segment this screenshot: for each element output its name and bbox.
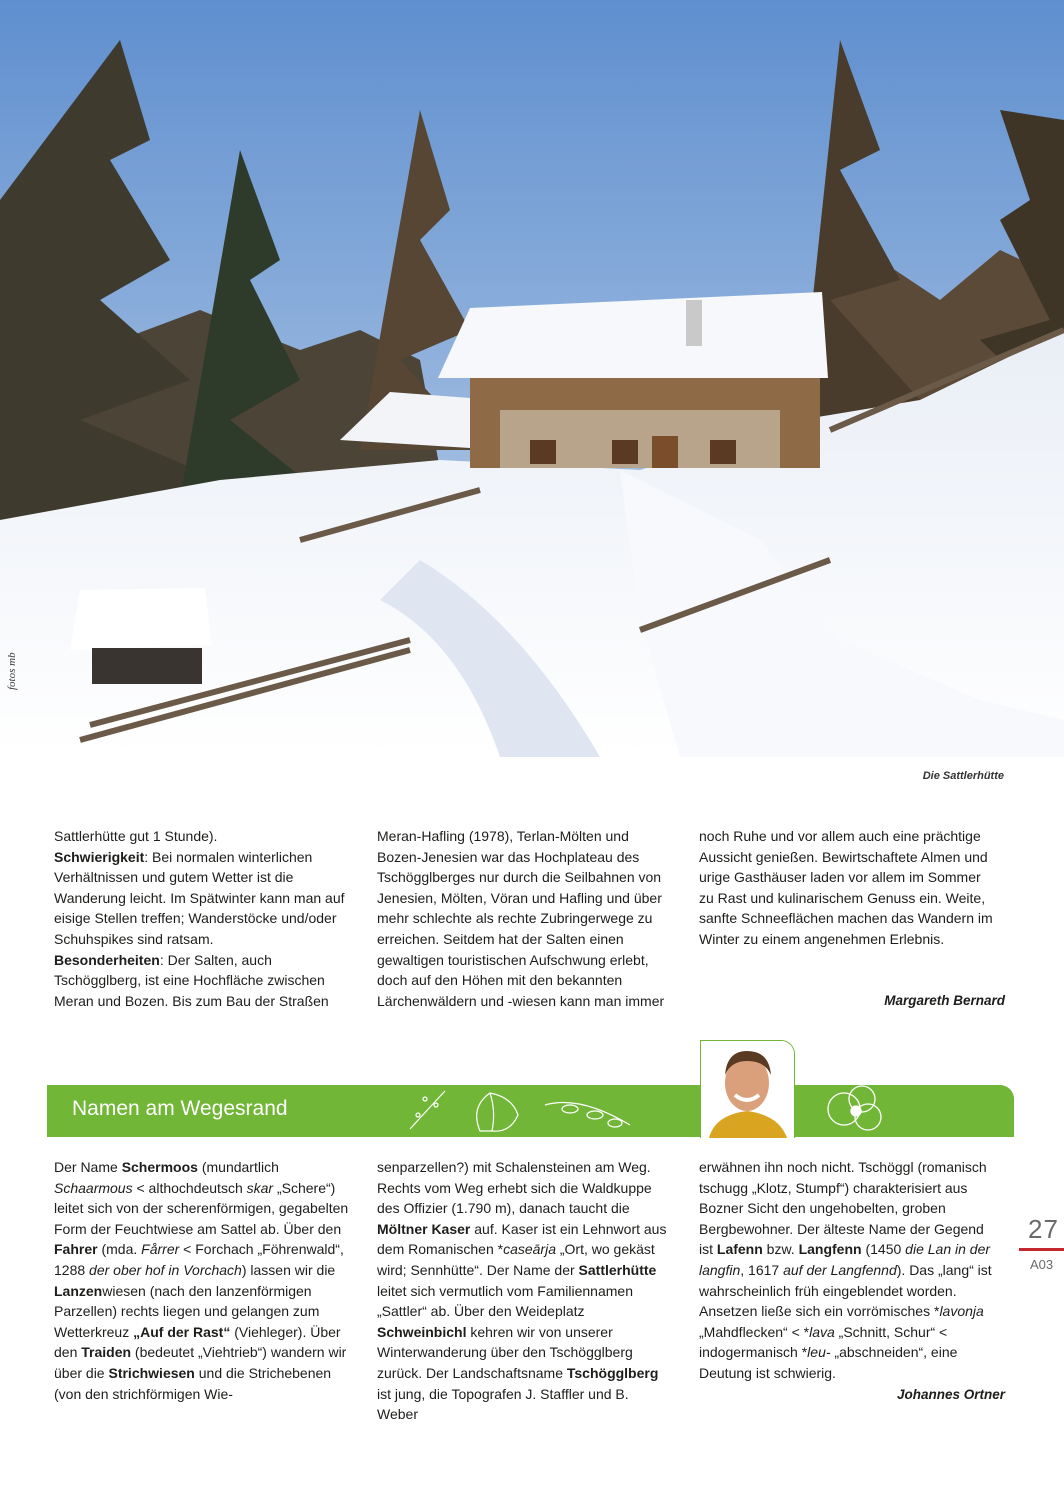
photo-credit: fotos mb [6, 652, 18, 690]
page-rule [1019, 1248, 1064, 1251]
article-paragraph: Sattlerhütte gut 1 Stunde). [54, 828, 218, 844]
portrait-illustration [701, 1041, 794, 1138]
article-column-1 [54, 826, 350, 1011]
article-column-3: noch Ruhe und vor allem auch eine prächtige Aussicht genießen. Bewirtschaftete Almen und urige Gasthäuser laden vor allem im Sommer zu Rast und kulinarischem Genuss ein. Weite, sanfte Schneeflächen machen das Wandern im Winter zu einem angenehmen Erlebnis. [699, 828, 993, 947]
page-number: 27 [1028, 1214, 1059, 1244]
names-column-3: erwähnen ihn noch nicht. Tschöggl (romanisch tschugg „Klotz, Stumpf“) charakterisiert aus Bozner Sicht den ungehobelten, groben Bergbewohner. Der älteste Name der Gegend ist Lafenn bzw. Langfenn (1450 die Lan in der langfin, 1617 auf der Langfennd). Das „lang“ ist wahrscheinlich früh eingeblendet worden. Ansetzen ließe sich ein vorrömisches *lavonja „Mahdflecken“ < *lava „Schnitt, Schur“ < indogermanisch *leu- „abschneiden“, eine Deutung ist schwierig. [699, 1159, 992, 1381]
photo-caption: Die Sattlerhütte [922, 770, 1004, 782]
article-column-2: Meran-Hafling (1978), Terlan-Mölten und Bozen-Jenesien war das Hochplateau des Tschögglberges nur durch die Seilbahnen von Jenesien, Mölten, Vöran und Hafling und über mehr schlechte als rechte Zubringerwege zu erreichen. Seitdem hat der Salten einen gewaltigen touristischen Aufschwung erlebt, doch auf den Höhen mit den bekannten Lärchenwäldern und -wiesen kann man immer [377, 828, 665, 1009]
article-author: Margareth Bernard [884, 993, 1005, 1008]
flower-line-art [820, 1085, 900, 1137]
section-title: Namen am Wegesrand [72, 1097, 288, 1120]
article-paragraph: Besonderheiten: Der Salten, auch Tschögglberg, ist eine Hochfläche zwischen Meran und Bozen. Bis zum Bau der Straßen [54, 951, 329, 1009]
names-author: Johannes Ortner [896, 1387, 1005, 1402]
names-column-1: Der Name Schermoos (mundartlich Schaarmous < althochdeutsch skar „Schere“) leitet sich von der scherenförmigen, gegabelten Form der Feuchtwiese am Sattel ab. Über den Fahrer (mda. Fårrer < Forchach „Föhrenwald“, 1288 der ober hof in Vorchach) lassen wir die Lanzenwiesen (nach den lanzenförmigen Parzellen) rechts liegen und gelangen zum Wetterkreuz „Auf der Rast“ (Viehleger). Über den Traiden (bedeutet „Viehtrieb“) wandern wir über die Strichwiesen und die Strichebenen (von den strichförmigen Wie- [54, 1159, 349, 1402]
author-portrait [700, 1040, 795, 1138]
article-paragraph: Schwierigkeit: Bei normalen winterlichen Verhältnissen und gutem Wetter ist die Wanderung leicht. Im Spätwinter kann man auf eisige Stellen treffen; Wanderstöcke und/oder Schuhspikes sind ratsam. [54, 848, 345, 947]
page-code: A03 [1030, 1257, 1054, 1272]
botanical-line-art [400, 1085, 670, 1137]
names-column-2: senparzellen?) mit Schalensteinen am Weg. Rechts vom Weg erhebt sich die Waldkuppe des Offizier (1.790 m), danach taucht die Möltner Kaser auf. Kaser ist ein Lehnwort aus dem Romanischen *caseārja „Ort, wo gekäst wird; Sennhütte“. Der Name der Sattlerhütte leitet sich vermutlich vom Familiennamen „Sattler“ ab. Über den Weideplatz Schweinbichl kehren wir von unserer Winterwanderung über den Tschögglberg zurück. Der Landschaftsname Tschögglberg ist jung, die Topografen J. Staffler und B. Weber [377, 1159, 667, 1423]
